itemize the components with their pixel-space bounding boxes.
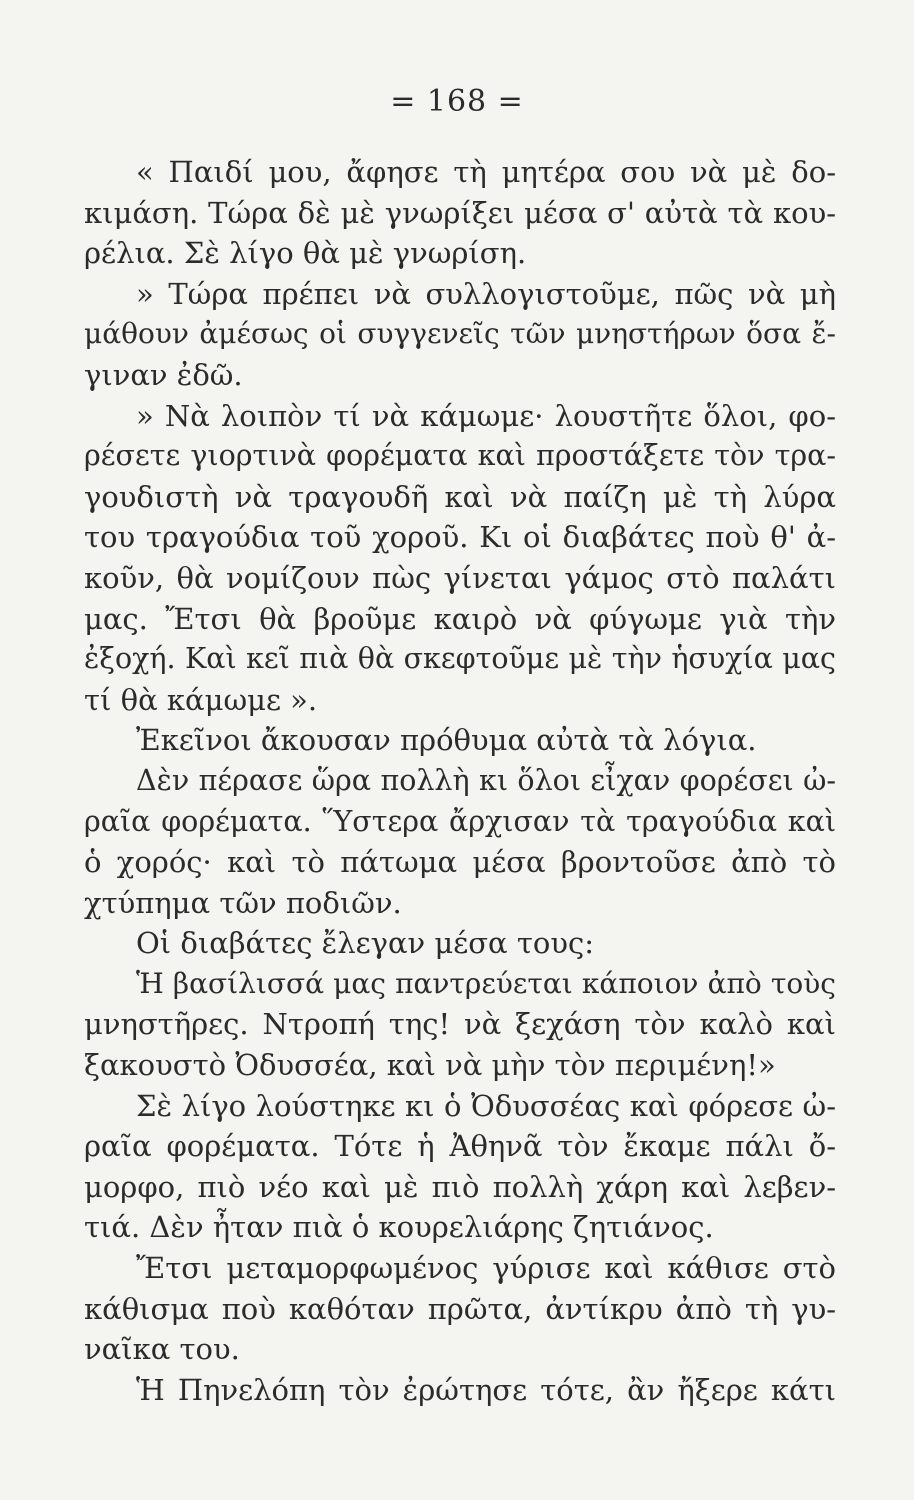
text-line: ὁ χορός· καὶ τὸ πάτωμα μέσα βροντοῦσε ἀπὸ τὸ	[84, 845, 836, 880]
text-line: Σὲ λίγο λούστηκε κι ὁ Ὀδυσσέας καὶ φόρεσε ὠ-	[136, 1088, 836, 1123]
text-line: μνηστῆρες. Ντροπή της! νὰ ξεχάση τὸν καλὸ καὶ	[84, 1007, 836, 1042]
text-line: » Νὰ λοιπὸν τί νὰ κάμωμε· λουστῆτε ὅλοι, φο-	[136, 398, 836, 433]
text-line: γουδιστὴ νὰ τραγουδῆ καὶ νὰ παίζη μὲ τὴ λύρα	[84, 479, 836, 514]
text-line: Οἱ διαβάτες ἔλεγαν μέσα τους:	[136, 926, 594, 961]
text-line: Ἐκεῖνοι ἄκουσαν πρόθυμα αὐτὰ τὰ λόγια.	[136, 723, 757, 758]
page-number: = 168 =	[390, 84, 524, 119]
text-line: χτύπημα τῶν ποδιῶν.	[84, 885, 402, 920]
text-line: γιναν ἐδῶ.	[84, 357, 243, 392]
text-line: κοῦν, θὰ νομίζουν πὼς γίνεται γάμος στὸ παλάτι	[84, 560, 836, 595]
text-line: ἐξοχή. Καὶ κεῖ πιὰ θὰ σκεφτοῦμε μὲ τὴν ἡσυχία μας	[84, 642, 836, 676]
text-line: μάθουν ἀμέσως οἱ συγγενεῖς τῶν μνηστήρων ὅσα ἔ-	[84, 317, 836, 351]
text-line: ναῖκα του.	[84, 1332, 240, 1367]
text-line: » Τώρα πρέπει νὰ συλλογιστοῦμε, πῶς νὰ μὴ	[136, 276, 836, 311]
text-line: Ἔτσι μεταμορφωμένος γύρισε καὶ κάθισε στὸ	[136, 1251, 836, 1286]
text-line: Ἡ Πηνελόπη τὸν ἐρώτησε τότε, ἂν ἤξερε κάτι	[136, 1372, 836, 1407]
text-line: τιά. Δὲν ἦταν πιὰ ὁ κουρελιάρης ζητιάνος.	[84, 1210, 714, 1245]
body-text	[84, 152, 836, 1410]
text-line: του τραγούδια τοῦ χοροῦ. Κι οἱ διαβάτες ποὺ θ' ἀ-	[84, 520, 836, 555]
text-line: Δὲν πέρασε ὥρα πολλὴ κι ὅλοι εἶχαν φορέσει ὠ-	[136, 763, 836, 797]
text-line: τί θὰ κάμωμε ».	[84, 682, 318, 717]
text-line: « Παιδί μου, ἄφησε τὴ μητέρα σου νὰ μὲ δο-	[136, 155, 836, 189]
text-line: κιμάση. Τώρα δὲ μὲ γνωρίξει μέσα σ' αὐτὰ τὰ κου-	[84, 195, 836, 230]
text-line: ρέλια. Σὲ λίγο θὰ μὲ γνωρίση.	[84, 236, 527, 271]
text-line: Ἡ βασίλισσά μας παντρεύεται κάποιον ἀπὸ τοὺς	[136, 966, 836, 1000]
text-line: μορφο, πιὸ νέο καὶ μὲ πιὸ πολλὴ χάρη καὶ λεβεν-	[84, 1169, 836, 1204]
text-line: κάθισμα ποὺ καθόταν πρῶτα, ἀντίκρυ ἀπὸ τὴ γυ-	[84, 1291, 836, 1326]
text-line: μας. Ἔτσι θὰ βροῦμε καιρὸ νὰ φύγωμε γιὰ τὴν	[84, 601, 836, 636]
text-line: ρέσετε γιορτινὰ φορέματα καὶ προστάξετε τὸν τρα-	[84, 439, 836, 473]
text-line: ξακουστὸ Ὀδυσσέα, καὶ νὰ μὴν τὸν περιμένη!»	[84, 1048, 776, 1083]
text-line: ραῖα φορέματα. Ὕστερα ἄρχισαν τὰ τραγούδια καὶ	[84, 804, 836, 838]
text-line: ραῖα φορέματα. Τότε ἡ Ἀθηνᾶ τὸν ἔκαμε πάλι ὄ-	[84, 1129, 836, 1164]
